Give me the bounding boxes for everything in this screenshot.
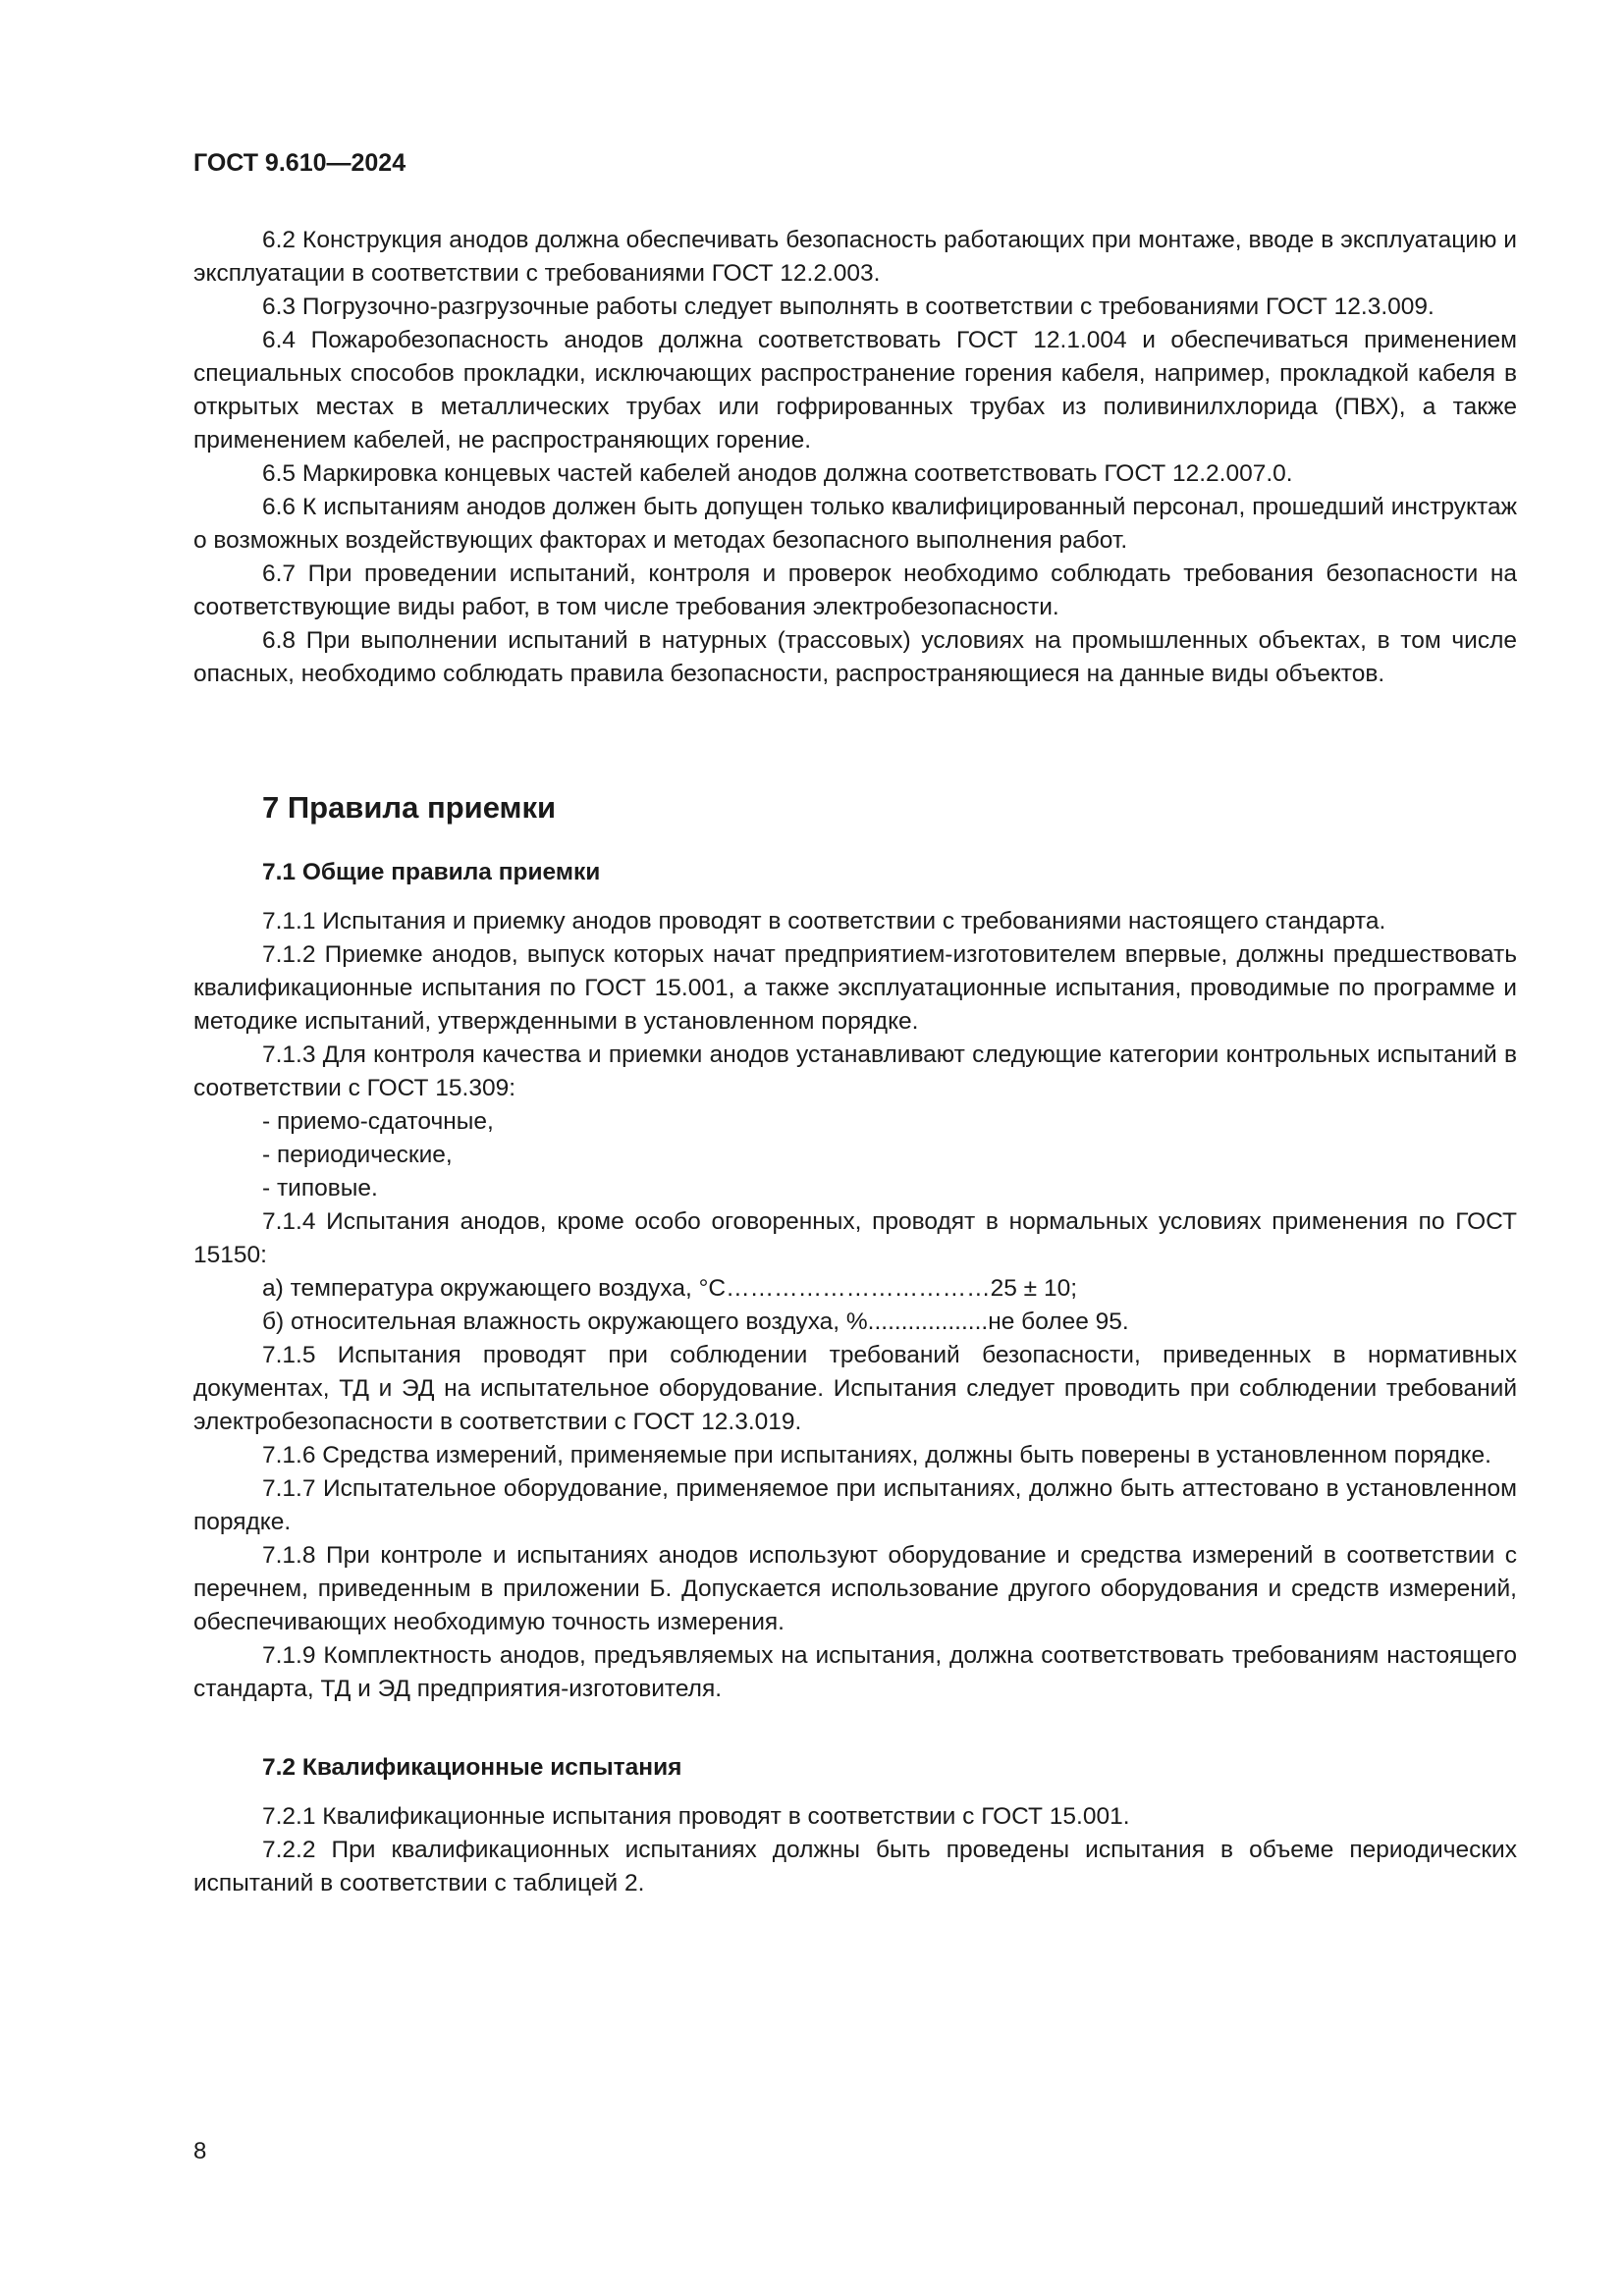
section-6-body	[193, 224, 1517, 691]
list-item-type: - типовые.	[262, 1175, 378, 1201]
paragraph-6-7: 6.7 При проведении испытаний, контроля и проверок необходимо соблюдать требования безопасности на соответствующие виды работ, в том числе требования электробезопасности.	[193, 561, 1517, 620]
paragraph-7-2-2: 7.2.2 При квалификационных испытаниях должны быть проведены испытания в объеме периодических испытаний в соответствии с таблицей 2.	[193, 1837, 1517, 1896]
subsection-7-1-body	[193, 905, 1517, 1706]
paragraph-7-1-3: 7.1.3 Для контроля качества и приемки анодов устанавливают следующие категории контрольных испытаний в соответствии с ГОСТ 15.309:	[193, 1041, 1517, 1101]
paragraph-7-1-1: 7.1.1 Испытания и приемку анодов проводят в соответствии с требованиями настоящего стандарта.	[262, 908, 1386, 934]
paragraph-6-5: 6.5 Маркировка концевых частей кабелей анодов должна соответствовать ГОСТ 12.2.007.0.	[262, 460, 1293, 487]
paragraph-7-1-4: 7.1.4 Испытания анодов, кроме особо оговоренных, проводят в нормальных условиях применения по ГОСТ 15150:	[193, 1208, 1517, 1268]
subsection-7-1-heading: 7.1 Общие правила приемки	[262, 859, 601, 885]
paragraph-7-1-7: 7.1.7 Испытательное оборудование, применяемое при испытаниях, должно быть аттестовано в установленном порядке.	[193, 1475, 1517, 1535]
condition-temperature: а) температура окружающего воздуха, °С……………………………25 ± 10;	[262, 1275, 1077, 1302]
list-item-periodic: - периодические,	[262, 1142, 453, 1168]
paragraph-6-6: 6.6 К испытаниям анодов должен быть допущен только квалифицированный персонал, прошедший инструктаж о возможных воздействующих факторах и методах безопасного выполнения работ.	[193, 494, 1517, 554]
paragraph-6-3: 6.3 Погрузочно-разгрузочные работы следует выполнять в соответствии с требованиями ГОСТ 12.3.009.	[262, 294, 1435, 320]
paragraph-7-2-1: 7.2.1 Квалификационные испытания проводят в соответствии с ГОСТ 15.001.	[262, 1803, 1130, 1830]
paragraph-7-1-8: 7.1.8 При контроле и испытаниях анодов используют оборудование и средства измерений в соответствии с перечнем, приведенным в приложении Б. Допускается использование другого оборудования и средств измерений, обеспечивающих необходимую точность измерения.	[193, 1542, 1517, 1635]
paragraph-7-1-9: 7.1.9 Комплектность анодов, предъявляемых на испытания, должна соответствовать требованиям настоящего стандарта, ТД и ЭД предприятия-изготовителя.	[193, 1642, 1517, 1702]
paragraph-6-2: 6.2 Конструкция анодов должна обеспечивать безопасность работающих при монтаже, вводе в эксплуатацию и эксплуатации в соответствии с требованиями ГОСТ 12.2.003.	[193, 227, 1517, 287]
subsection-7-2-heading: 7.2 Квалификационные испытания	[262, 1754, 682, 1781]
paragraph-7-1-5: 7.1.5 Испытания проводят при соблюдении требований безопасности, приведенных в нормативных документах, ТД и ЭД на испытательное оборудование. Испытания следует проводить при соблюдении требований электробезопасности в соответствии с ГОСТ 12.3.019.	[193, 1342, 1517, 1435]
section-7-heading: 7 Правила приемки	[262, 790, 557, 825]
subsection-7-2-body	[193, 1800, 1517, 1900]
paragraph-6-4: 6.4 Пожаробезопасность анодов должна соответствовать ГОСТ 12.1.004 и обеспечиваться применением специальных способов прокладки, исключающих распространение горения кабеля, например, прокладкой кабеля в открытых местах в металлических трубах или гофрированных трубах из поливинилхлорида (ПВХ), а также применением кабелей, не распространяющих горение.	[193, 327, 1517, 454]
paragraph-7-1-2: 7.1.2 Приемке анодов, выпуск которых начат предприятием-изготовителем впервые, должны предшествовать квалификационные испытания по ГОСТ 15.001, а также эксплуатационные испытания, проводимые по программе и методике испытаний, утвержденными в установленном порядке.	[193, 941, 1517, 1035]
document-header: ГОСТ 9.610—2024	[193, 149, 406, 177]
paragraph-6-8: 6.8 При выполнении испытаний в натурных (трассовых) условиях на промышленных объектах, в том числе опасных, необходимо соблюдать правила безопасности, распространяющиеся на данные виды объектов.	[193, 627, 1517, 687]
paragraph-7-1-6: 7.1.6 Средства измерений, применяемые при испытаниях, должны быть поверены в установленном порядке.	[262, 1442, 1491, 1468]
list-item-acceptance: - приемо-сдаточные,	[262, 1108, 494, 1135]
condition-humidity: б) относительная влажность окружающего воздуха, %..................не более 95.	[262, 1308, 1129, 1335]
page-number: 8	[193, 2138, 207, 2164]
